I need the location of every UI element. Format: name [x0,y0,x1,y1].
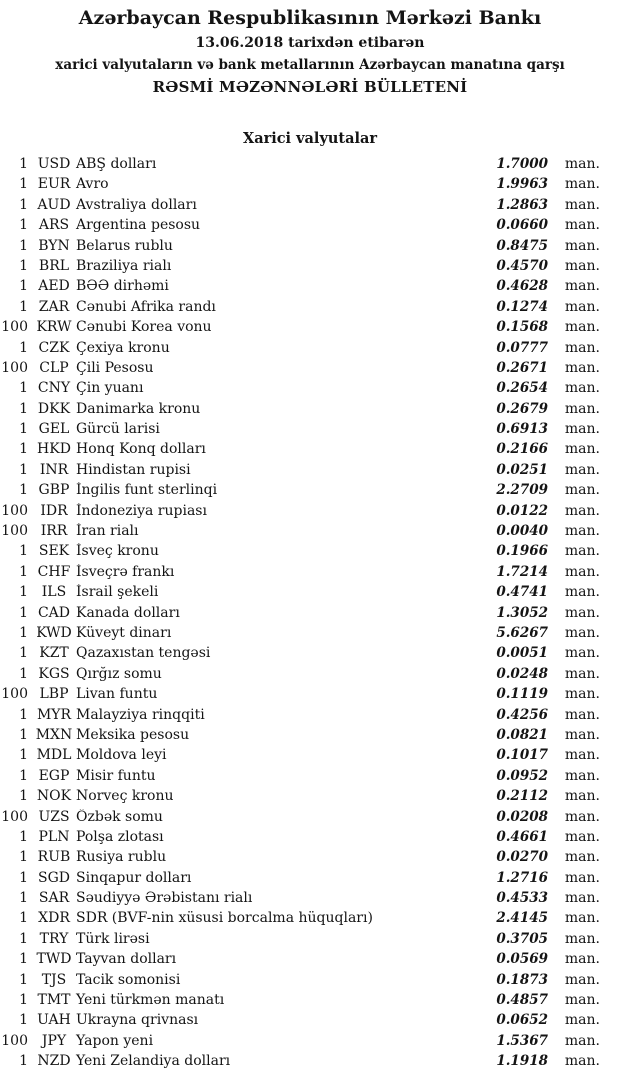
row-unit-label: man. [564,788,600,805]
row-currency-name: Cənubi Korea vonu [76,319,212,336]
row-unit-label: man. [564,604,600,621]
row-currency-name: Rusiya rublu [76,849,167,866]
row-unit-label: man. [564,849,600,866]
rate-row [0,156,600,176]
row-quantity: 1 [19,1012,28,1029]
row-quantity: 1 [19,584,28,601]
row-rate-value: 0.1017 [496,747,548,764]
row-currency-code: TWD [36,951,72,968]
rate-row [0,849,600,869]
row-rate-value: 0.2654 [496,380,548,397]
row-unit-label: man. [564,767,600,784]
row-currency-code: CLP [39,359,69,376]
row-currency-code: NOK [36,788,72,805]
row-rate-value: 0.4661 [496,828,548,845]
row-unit-label: man. [564,237,600,254]
row-rate-value: 0.1274 [496,298,548,315]
row-rate-value: 0.3705 [496,930,548,947]
row-currency-code: UZS [38,808,70,825]
row-unit-label: man. [564,482,600,499]
row-rate-value: 0.0569 [496,951,548,968]
row-currency-name: İsveç kronu [76,543,159,560]
rate-row [0,666,600,686]
row-quantity: 1 [19,849,28,866]
row-rate-value: 0.2679 [496,400,548,417]
row-quantity: 1 [19,604,28,621]
row-currency-name: Danimarka kronu [76,400,201,417]
row-quantity: 1 [19,563,28,580]
row-currency-code: MXN [35,726,73,743]
row-unit-label: man. [564,543,600,560]
row-quantity: 1 [19,461,28,478]
row-currency-name: İsveçrə frankı [76,563,175,580]
row-unit-label: man. [564,992,600,1009]
row-quantity: 1 [19,278,28,295]
rate-row [0,441,600,461]
row-currency-name: Norveç kronu [76,788,174,805]
rate-row [0,360,600,380]
row-currency-code: NZD [37,1053,71,1070]
row-currency-name: Çin yuanı [76,380,144,397]
row-quantity: 1 [19,910,28,927]
row-quantity: 100 [1,523,28,540]
bulletin-header [0,0,620,98]
row-rate-value: 0.0952 [496,767,548,784]
row-unit-label: man. [564,645,600,662]
row-quantity: 1 [19,645,28,662]
rate-row [0,972,600,992]
row-currency-code: AED [38,278,70,295]
rate-row [0,768,600,788]
row-currency-name: Tacik somonisi [76,971,181,988]
row-rate-value: 0.0208 [496,808,548,825]
row-currency-name: Meksika pesosu [76,726,190,743]
rate-row [0,462,600,482]
row-currency-code: IDR [40,502,68,519]
row-rate-value: 5.6267 [496,624,548,641]
row-currency-code: DKK [37,400,71,417]
row-unit-label: man. [564,380,600,397]
row-quantity: 1 [19,400,28,417]
row-quantity: 1 [19,788,28,805]
row-quantity: 1 [19,1053,28,1070]
row-rate-value: 0.4256 [496,706,548,723]
row-rate-value: 0.4857 [496,992,548,1009]
row-rate-value: 0.4533 [496,890,548,907]
row-rate-value: 0.1873 [496,971,548,988]
row-quantity: 1 [19,828,28,845]
row-unit-label: man. [564,319,600,336]
row-currency-name: Yapon yeni [76,1032,154,1049]
row-unit-label: man. [564,665,600,682]
row-unit-label: man. [564,441,600,458]
row-quantity: 100 [1,319,28,336]
row-currency-code: KGS [38,665,70,682]
row-quantity: 1 [19,257,28,274]
row-quantity: 1 [19,992,28,1009]
row-currency-name: Yeni türkmən manatı [76,992,225,1009]
row-currency-code: RUB [37,849,71,866]
row-unit-label: man. [564,951,600,968]
row-currency-code: ZAR [38,298,70,315]
row-currency-name: Gürcü larisi [76,421,160,438]
row-unit-label: man. [564,971,600,988]
rate-row [0,931,600,951]
row-unit-label: man. [564,584,600,601]
row-unit-label: man. [564,686,600,703]
row-currency-code: IRR [40,523,68,540]
row-unit-label: man. [564,828,600,845]
row-rate-value: 1.2716 [496,869,548,886]
row-currency-code: CAD [37,604,71,621]
rate-row [0,584,600,604]
row-currency-name: Avstraliya dolları [76,196,197,213]
row-unit-label: man. [564,359,600,376]
row-rate-value: 1.7000 [496,156,548,172]
row-currency-name: Çili Pesosu [76,359,154,376]
row-quantity: 1 [19,339,28,356]
row-rate-value: 0.2671 [496,359,548,376]
rate-row [0,217,600,237]
rate-row [0,645,600,665]
row-currency-name: Küveyt dinarı [76,624,172,641]
rate-row [0,829,600,849]
rate-row [0,605,600,625]
row-currency-name: Livan funtu [76,686,158,703]
row-currency-name: Honq Konq dolları [76,441,206,458]
row-unit-label: man. [564,156,600,172]
row-currency-name: Qırğız somu [76,665,162,682]
row-quantity: 1 [19,237,28,254]
row-quantity: 1 [19,665,28,682]
rate-row [0,870,600,890]
row-unit-label: man. [564,278,600,295]
row-unit-label: man. [564,196,600,213]
row-quantity: 1 [19,543,28,560]
row-currency-name: Çexiya kronu [76,339,170,356]
row-quantity: 1 [19,217,28,234]
bank-name-title: Azərbaycan Respublikasının Mərkəzi Bankı [78,7,542,29]
row-currency-code: LBP [39,686,69,703]
row-currency-name: Avro [76,176,109,193]
row-currency-code: ARS [38,217,70,234]
row-currency-name: Türk lirəsi [76,930,150,947]
row-unit-label: man. [564,1053,600,1070]
row-currency-name: İngilis funt sterlinqi [76,482,218,499]
row-unit-label: man. [564,910,600,927]
rate-row [0,625,600,645]
rate-row [0,503,600,523]
row-quantity: 1 [19,156,28,172]
exchange-rates-table [0,156,620,1074]
row-quantity: 1 [19,482,28,499]
row-unit-label: man. [564,869,600,886]
rate-row [0,340,600,360]
row-currency-name: Yeni Zelandiya dolları [76,1053,231,1070]
row-currency-code: UAH [37,1012,71,1029]
row-currency-name: Özbək somu [76,808,163,825]
rate-row [0,992,600,1012]
row-currency-name: BƏƏ dirhəmi [76,278,169,295]
rate-row [0,910,600,930]
row-quantity: 100 [1,808,28,825]
row-quantity: 1 [19,421,28,438]
row-rate-value: 0.2166 [496,441,548,458]
rate-row [0,421,600,441]
row-rate-value: 0.0040 [496,523,548,540]
rate-row [0,238,600,258]
row-unit-label: man. [564,930,600,947]
row-currency-name: Sinqapur dolları [76,869,192,886]
row-currency-name: Hindistan rupisi [76,461,191,478]
row-quantity: 100 [1,686,28,703]
rate-row [0,686,600,706]
row-rate-value: 0.4741 [496,584,548,601]
rate-row [0,482,600,502]
row-currency-code: CHF [37,563,71,580]
row-unit-label: man. [564,502,600,519]
row-rate-value: 0.0251 [496,461,548,478]
row-unit-label: man. [564,1012,600,1029]
row-rate-value: 0.0660 [496,217,548,234]
row-rate-value: 0.1568 [496,319,548,336]
row-quantity: 1 [19,196,28,213]
row-unit-label: man. [564,624,600,641]
row-currency-code: CZK [38,339,70,356]
row-quantity: 1 [19,380,28,397]
row-currency-name: Tayvan dolları [76,951,177,968]
row-currency-name: İran rialı [76,523,139,540]
row-rate-value: 2.4145 [496,910,548,927]
row-rate-value: 0.1966 [496,543,548,560]
row-currency-code: SGD [38,869,70,886]
row-rate-value: 0.1119 [496,686,548,703]
rate-row [0,1033,600,1053]
row-quantity: 100 [1,359,28,376]
row-rate-value: 1.7214 [496,563,548,580]
row-quantity: 1 [19,624,28,641]
row-unit-label: man. [564,298,600,315]
rate-row [0,176,600,196]
row-currency-code: MDL [36,747,72,764]
row-currency-name: İsrail şekeli [76,584,159,601]
rate-row [0,788,600,808]
row-rate-value: 1.1918 [496,1053,548,1070]
row-currency-name: Cənubi Afrika randı [76,298,216,315]
row-quantity: 1 [19,930,28,947]
row-quantity: 1 [19,747,28,764]
row-currency-code: EGP [38,767,70,784]
row-currency-code: PLN [38,828,70,845]
row-currency-code: XDR [38,910,70,927]
row-currency-code: USD [37,156,71,172]
row-quantity: 1 [19,890,28,907]
row-currency-code: KZT [39,645,69,662]
rate-row [0,564,600,584]
row-rate-value: 0.0122 [496,502,548,519]
row-unit-label: man. [564,339,600,356]
row-currency-name: Belarus rublu [76,237,173,254]
row-rate-value: 0.0652 [496,1012,548,1029]
row-currency-code: BYN [38,237,70,254]
row-currency-code: KRW [36,319,72,336]
row-quantity: 1 [19,767,28,784]
bulletin-title: RƏSMİ MƏZƏNNƏLƏRİ BÜLLETENİ [152,78,468,96]
row-rate-value: 0.0248 [496,665,548,682]
row-quantity: 1 [19,951,28,968]
row-currency-name: Malayziya rinqqiti [76,706,205,723]
row-unit-label: man. [564,217,600,234]
rate-row [0,747,600,767]
rate-row [0,809,600,829]
row-quantity: 1 [19,706,28,723]
row-rate-value: 1.9963 [496,176,548,193]
row-rate-value: 1.5367 [496,1032,548,1049]
row-quantity: 100 [1,1032,28,1049]
row-currency-name: Ukrayna qrivnası [76,1012,199,1029]
row-currency-name: Kanada dolları [76,604,180,621]
row-unit-label: man. [564,890,600,907]
scope-line: xarici valyutaların və bank metallarının Azərbaycan manatına qarşı [55,57,565,73]
row-currency-code: SEK [38,543,70,560]
row-rate-value: 0.4628 [496,278,548,295]
rate-row [0,197,600,217]
rate-row [0,1012,600,1032]
row-rate-value: 0.4570 [496,257,548,274]
rate-row [0,951,600,971]
row-unit-label: man. [564,563,600,580]
row-currency-code: MYR [36,706,72,723]
row-unit-label: man. [564,747,600,764]
row-currency-code: KWD [36,624,72,641]
row-quantity: 1 [19,176,28,193]
rate-row [0,707,600,727]
row-rate-value: 0.0821 [496,726,548,743]
row-rate-value: 0.6913 [496,421,548,438]
row-unit-label: man. [564,421,600,438]
rate-row [0,727,600,747]
row-unit-label: man. [564,706,600,723]
row-rate-value: 2.2709 [496,482,548,499]
rate-row [0,523,600,543]
row-currency-code: HKD [37,441,71,458]
row-currency-name: Braziliya rialı [76,257,172,274]
rate-row [0,1053,600,1073]
rate-row [0,890,600,910]
row-rate-value: 0.8475 [496,237,548,254]
row-currency-code: GEL [38,421,70,438]
row-quantity: 1 [19,441,28,458]
row-quantity: 1 [19,298,28,315]
row-rate-value: 1.2863 [496,196,548,213]
row-rate-value: 0.2112 [496,788,548,805]
row-unit-label: man. [564,523,600,540]
row-currency-name: Polşa zlotası [76,828,164,845]
effective-date-line: 13.06.2018 tarixdən etibarən [195,35,425,51]
row-quantity: 1 [19,726,28,743]
row-currency-name: İndoneziya rupiası [76,502,207,519]
row-rate-value: 0.0777 [496,339,548,356]
row-unit-label: man. [564,257,600,274]
row-currency-code: TMT [37,992,71,1009]
row-currency-code: JPY [41,1032,67,1049]
row-currency-name: Səudiyyə Ərəbistanı rialı [76,890,253,907]
row-currency-code: GBP [38,482,70,499]
row-currency-code: CNY [37,380,71,397]
row-currency-code: TJS [41,971,67,988]
rate-row [0,278,600,298]
row-currency-code: TRY [39,930,69,947]
row-quantity: 100 [1,502,28,519]
row-currency-name: Moldova leyi [76,747,167,764]
rate-row [0,401,600,421]
section-title-foreign-currencies: Xarici valyutalar [242,130,378,147]
rate-row [0,319,600,339]
row-currency-code: SAR [38,890,70,907]
row-currency-name: Argentina pesosu [76,217,201,234]
row-rate-value: 0.0051 [496,645,548,662]
row-unit-label: man. [564,726,600,743]
row-currency-name: Misir funtu [76,767,156,784]
row-currency-code: INR [39,461,69,478]
row-unit-label: man. [564,808,600,825]
row-currency-code: EUR [37,176,71,193]
row-currency-name: ABŞ dolları [76,156,157,172]
row-currency-name: SDR (BVF-nin xüsusi borcalma hüquqları) [76,910,373,927]
rate-row [0,380,600,400]
row-currency-name: Qazaxıstan tengəsi [76,645,211,662]
row-quantity: 1 [19,971,28,988]
row-unit-label: man. [564,176,600,193]
row-quantity: 1 [19,869,28,886]
row-unit-label: man. [564,400,600,417]
row-unit-label: man. [564,461,600,478]
row-rate-value: 1.3052 [496,604,548,621]
row-unit-label: man. [564,1032,600,1049]
row-currency-code: ILS [41,584,67,601]
rate-row [0,258,600,278]
rate-row [0,299,600,319]
rate-row [0,543,600,563]
row-currency-code: AUD [37,196,71,213]
row-rate-value: 0.0270 [496,849,548,866]
row-currency-code: BRL [38,257,70,274]
